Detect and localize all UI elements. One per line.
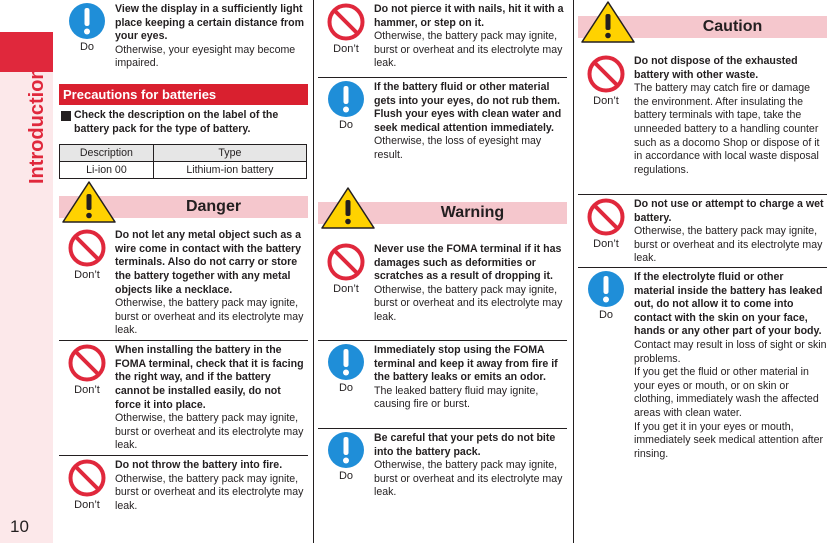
- column-1: [59, 0, 308, 516]
- precaution-item: Do If the battery fluid or other material gets into your eyes, do not rub them. Flush your eyes with clean water and seek medical attention immediately. Otherwise, the loss of eyesight may result.: [318, 78, 567, 186]
- dont-icon: [67, 458, 107, 498]
- section-tab-marker: [0, 32, 53, 72]
- precautions-heading: Precautions for batteries: [59, 84, 308, 105]
- do-icon: [327, 80, 365, 118]
- dont-icon: [67, 228, 107, 268]
- dont-icon: [326, 2, 366, 42]
- warning-heading-band: Warning: [318, 202, 567, 224]
- dont-icon: [586, 54, 626, 94]
- do-icon: [327, 343, 365, 381]
- column-divider: [573, 0, 574, 543]
- dont-icon: [67, 343, 107, 383]
- precaution-item: Do View the display in a sufficiently light place keeping a certain distance from your eyes. Otherwise, your eyesight may become impaired.: [59, 0, 308, 84]
- precaution-item: Don’t Do not pierce it with nails, hit it with a hammer, or step on it. Otherwise, the battery pack may ignite, burst or overheat and its electrolyte may leak.: [318, 0, 567, 77]
- do-icon: [327, 431, 365, 469]
- column-2: [318, 0, 567, 504]
- caution-item: Don’t Do not dispose of the exhausted battery with other waste. The battery may catch fire or damage the environment. After insulating the battery terminals with tape, take the unneeded battery to a handling counter such as a docomo Shop or dispose of it in accordance with local waste disposal regulations.: [578, 52, 827, 194]
- battery-type-table: Description Type Li-ion 00 Lithium-ion battery: [59, 144, 307, 179]
- danger-heading-band: Danger: [59, 196, 308, 218]
- column-3: [578, 0, 827, 488]
- page-number: 10: [10, 517, 29, 536]
- warning-item: Do Be careful that your pets do not bite into the battery pack. Otherwise, the battery pack may ignite, burst or overheat and its electrolyte may leak.: [318, 429, 567, 504]
- danger-item: Don’t Do not throw the battery into fire. Otherwise, the battery pack may ignite, burst or overheat and its electrolyte may leak.: [59, 456, 308, 516]
- danger-item: Don’t Do not let any metal object such as a wire come in contact with the battery terminals. Also do not carry or store the battery together with any metal objects like a necklace. Otherwise, the battery pack may ignite, burst or overheat and its electrolyte may leak.: [59, 226, 308, 340]
- caution-heading-band: Caution: [578, 16, 827, 38]
- warning-item: Do Immediately stop using the FOMA terminal and keep it away from fire if the battery leaks or emits an odor. The leaked battery fluid may ignite, causing fire or burst.: [318, 341, 567, 428]
- do-icon: [68, 2, 106, 40]
- dont-icon: [586, 197, 626, 237]
- caution-triangle-icon: [580, 0, 636, 44]
- do-icon: [587, 270, 625, 308]
- battery-note: Check the description on the label of the battery pack for the type of battery.: [59, 105, 308, 136]
- danger-triangle-icon: [61, 180, 117, 224]
- caution-item: Don’t Do not use or attempt to charge a wet battery. Otherwise, the battery pack may ignite, burst or overheat and its electrolyte may leak.: [578, 195, 827, 267]
- caution-item: Do If the electrolyte fluid or other material inside the battery has leaked out, do not allow it to come into contact with the skin on your face, hands or any other part of your body. Contact may result in loss of sight or skin problems. If you get the fluid or other material in your eyes or mouth, or on skin or clothing, immediately wash the affected areas with clean water. If you get it in your eyes or mouth, immediately seek medical attention after rinsing.: [578, 268, 827, 488]
- warning-triangle-icon: [320, 186, 376, 230]
- column-divider: [313, 0, 314, 543]
- danger-item: Don’t When installing the battery in the FOMA terminal, check that it is facing the right way, and if the battery cannot be installed easily, do not force it into place. Otherwise, the battery pack may ignite, burst or overheat and its electrolyte may leak.: [59, 341, 308, 455]
- warning-item: Don’t Never use the FOMA terminal if it has damages such as deformities or scratches as a result of dropping it. Otherwise, the battery pack may ignite, burst or overheat and its electrolyte may leak.: [318, 240, 567, 340]
- dont-icon: [326, 242, 366, 282]
- section-side-label: Introduction: [26, 67, 48, 184]
